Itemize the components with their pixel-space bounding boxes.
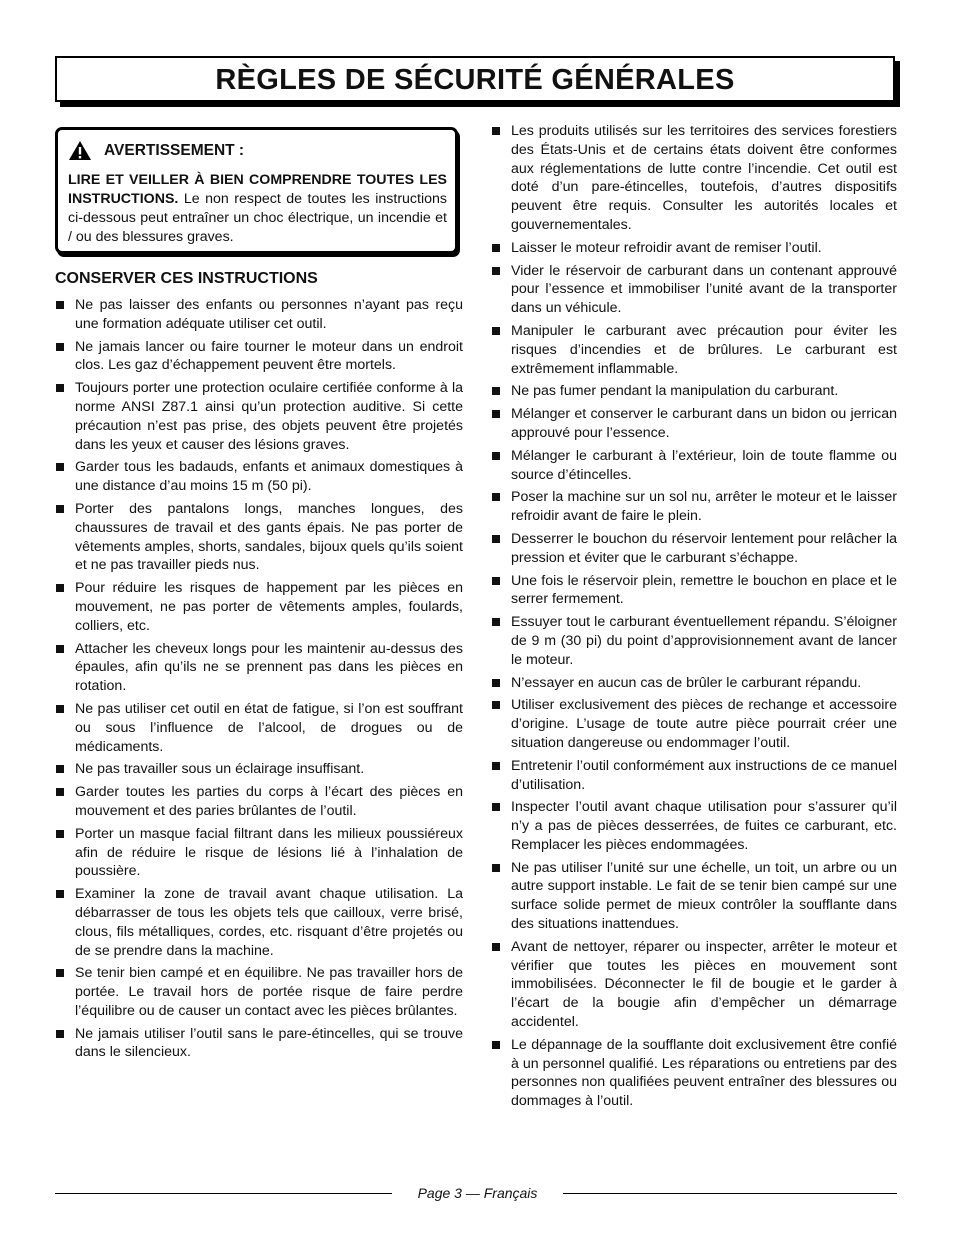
- list-item: N’essayer en aucun cas de brûler le carburant répandu.: [491, 674, 897, 693]
- list-item: Examiner la zone de travail avant chaque utilisation. La débarrasser de tous les objets tels que cailloux, verre brisé, clous, fils métalliques, cordes, etc. risquant d’être projetés ou de se prendre dans la machine.: [55, 885, 463, 960]
- list-item: Se tenir bien campé et en équilibre. Ne pas travailler hors de portée. Le travail hors de portée risque de faire perdre l’équilibre ou de causer un contact avec les pièces brûlantes.: [55, 964, 463, 1020]
- list-item: Laisser le moteur refroidir avant de remiser l’outil.: [491, 239, 897, 258]
- warning-body-text: Le non respect de toutes les instructions ci-dessous peut entraîner un choc électrique, un incendie et / ou des blessures graves.: [68, 191, 447, 245]
- list-item: Inspecter l’outil avant chaque utilisation pour s’assurer qu’il n’y a pas de pièces desserrées, de fuites ce carburant, etc. Remplacer les pièces endommagées.: [491, 798, 897, 854]
- warning-text: [68, 171, 447, 247]
- list-item: Attacher les cheveux longs pour les maintenir au-dessus des épaules, afin qu’ils ne se prennent pas dans les pièces en rotation.: [55, 640, 463, 696]
- list-item: Ne jamais lancer ou faire tourner le moteur dans un endroit clos. Les gaz d’échappement peuvent être mortels.: [55, 338, 463, 376]
- warning-triangle-icon: [68, 140, 92, 161]
- list-item: Le dépannage de la soufflante doit exclusivement être confié à un personnel qualifié. Les réparations ou entretiens par des personnes non qualifiées peuvent entraîner des blessures ou dommages à l’outil.: [491, 1036, 897, 1111]
- right-instruction-list: [491, 122, 897, 1115]
- list-item: Ne pas laisser des enfants ou personnes n’ayant pas reçu une formation adéquate utiliser cet outil.: [55, 296, 463, 334]
- warning-box: [55, 127, 458, 254]
- list-item: Manipuler le carburant avec précaution pour éviter les risques d’incendies et de brûlures. Le carburant est extrêmement inflammable.: [491, 322, 897, 378]
- page-title: RÈGLES DE SÉCURITÉ GÉNÉRALES: [215, 64, 735, 96]
- list-item: Entretenir l’outil conformément aux instructions de ce manuel d’utilisation.: [491, 757, 897, 795]
- list-item: Mélanger le carburant à l’extérieur, loin de toute flamme ou source d’étincelles.: [491, 447, 897, 485]
- list-item: Pour réduire les risques de happement par les pièces en mouvement, ne pas porter de vêtements amples, foulards, colliers, etc.: [55, 579, 463, 635]
- list-item: Les produits utilisés sur les territoires des services forestiers des États-Unis et de certains états doivent être conformes aux réglementations de lutte contre l’incendie. Cet outil est doté d’un pare-étincelles, toutefois, d’autres dispositifs peuvent être requis. Consulter les autorités locales et gouvernementales.: [491, 122, 897, 235]
- list-item: Ne pas utiliser cet outil en état de fatigue, si l’on est souffrant ou sous l’influence de l’alcool, de drogues ou de médicaments.: [55, 700, 463, 756]
- list-item: Porter un masque facial filtrant dans les milieux poussiéreux afin de réduire le risque de lésions lié à l’inhalation de poussière.: [55, 825, 463, 881]
- list-item: Utiliser exclusivement des pièces de rechange et accessoire d’origine. L’usage de toute autre pièce pourrait créer une situation dangereuse ou endommager l’outil.: [491, 696, 897, 752]
- list-item: Avant de nettoyer, réparer ou inspecter, arrêter le moteur et vérifier que toutes les pièces en mouvement sont immobilisées. Déconnecter le fil de bougie et le garder à l’écart de la bougie afin d’empêcher un démarrage accidentel.: [491, 938, 897, 1032]
- list-item: Poser la machine sur un sol nu, arrêter le moteur et le laisser refroidir avant de faire le plein.: [491, 488, 897, 526]
- list-item: Garder tous les badauds, enfants et animaux domestiques à une distance d’au moins 15 m (50 pi).: [55, 458, 463, 496]
- footer-rule-right: [563, 1193, 897, 1194]
- list-item: Ne pas fumer pendant la manipulation du carburant.: [491, 382, 897, 401]
- list-item: Toujours porter une protection oculaire certifiée conforme à la norme ANSI Z87.1 ainsi qu’un protection auditive. Si cette précaution n’est pas prise, des objets peuvent être projetés dans les yeux et causer des lésions graves.: [55, 379, 463, 454]
- list-item: Une fois le réservoir plein, remettre le bouchon en place et le serrer fermement.: [491, 572, 897, 610]
- list-item: Desserrer le bouchon du réservoir lentement pour relâcher la pression et éviter que le carburant s’échappe.: [491, 530, 897, 568]
- list-item: Essuyer tout le carburant éventuellement répandu. S’éloigner de 9 m (30 pi) du point d’approvisionnement avant de lancer le moteur.: [491, 613, 897, 669]
- list-item: Ne pas utiliser l’unité sur une échelle, un toit, un arbre ou un autre support instable. Le fait de se tenir bien campé sur une surface solide permet de mieux contrôler la soufflante dans des situations inattendues.: [491, 859, 897, 934]
- list-item: Mélanger et conserver le carburant dans un bidon ou jerrican approuvé pour l’essence.: [491, 405, 897, 443]
- warning-heading: AVERTISSEMENT :: [104, 141, 245, 159]
- list-item: Garder toutes les parties du corps à l’écart des pièces en mouvement et des paries brûlantes de l’outil.: [55, 783, 463, 821]
- section-heading: CONSERVER CES INSTRUCTIONS: [55, 270, 318, 287]
- footer-rule-left: [55, 1193, 392, 1194]
- left-instruction-list: [55, 296, 463, 1066]
- list-item: Vider le réservoir de carburant dans un contenant approuvé pour l’essence et immobiliser l’unité avant de la transporter dans un véhicule.: [491, 262, 897, 318]
- warning-bold-text: LIRE ET VEILLER À BIEN COMPRENDRE TOUTES LES INSTRUCTIONS.: [68, 172, 447, 207]
- list-item: Ne jamais utiliser l’outil sans le pare-étincelles, qui se trouve dans le silencieux.: [55, 1025, 463, 1063]
- list-item: Porter des pantalons longs, manches longues, des chaussures de travail et des gants épais. Ne pas porter de vêtements amples, shorts, sandales, bijoux quels qu’ils soient et ne pas travailler pieds nus.: [55, 500, 463, 575]
- page-title-box: [55, 56, 895, 102]
- list-item: Ne pas travailler sous un éclairage insuffisant.: [55, 760, 463, 779]
- page-footer: Page 3 — Français: [417, 1185, 538, 1201]
- warning-header: [68, 140, 447, 161]
